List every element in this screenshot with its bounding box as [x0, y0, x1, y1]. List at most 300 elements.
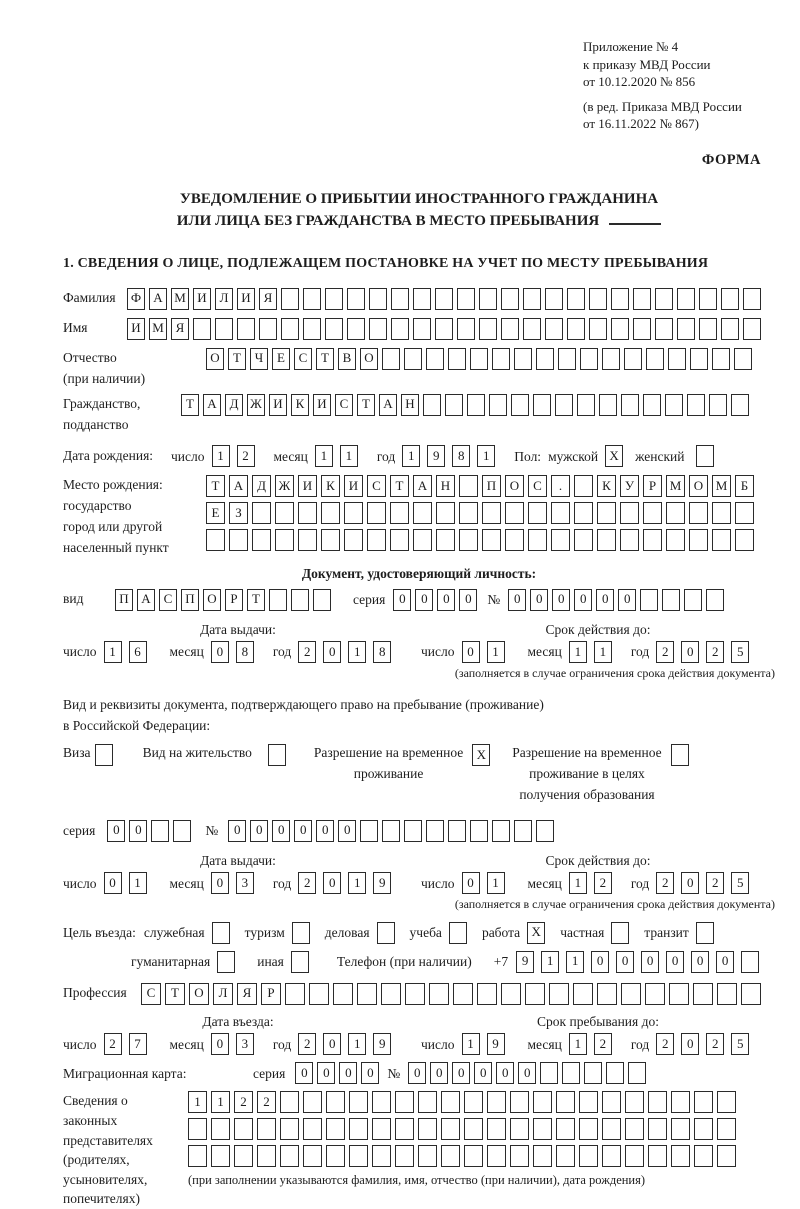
char-box[interactable] — [669, 983, 689, 1005]
char-box[interactable]: 1 — [211, 1091, 230, 1113]
char-box[interactable]: 0 — [437, 589, 455, 611]
char-box[interactable]: Я — [259, 288, 277, 310]
char-box[interactable] — [382, 348, 400, 370]
char-box[interactable]: 2 — [298, 1033, 316, 1055]
char-box[interactable]: 2 — [298, 641, 316, 663]
char-box[interactable] — [689, 502, 708, 524]
char-box[interactable] — [413, 318, 431, 340]
char-box[interactable] — [665, 394, 683, 416]
char-box[interactable] — [333, 983, 353, 1005]
char-box[interactable]: 1 — [487, 641, 505, 663]
char-box[interactable]: А — [413, 475, 432, 497]
char-box[interactable]: Д — [252, 475, 271, 497]
char-box[interactable] — [668, 348, 686, 370]
char-box[interactable]: И — [313, 394, 331, 416]
char-box[interactable]: М — [149, 318, 167, 340]
char-box[interactable] — [625, 1118, 644, 1140]
char-box[interactable] — [482, 502, 501, 524]
char-box[interactable] — [193, 318, 211, 340]
char-box[interactable]: 0 — [272, 820, 290, 842]
char-box[interactable]: Р — [225, 589, 243, 611]
char-box[interactable] — [298, 502, 317, 524]
char-box[interactable] — [372, 1118, 391, 1140]
char-box[interactable]: 0 — [459, 589, 477, 611]
char-box[interactable] — [717, 1091, 736, 1113]
char-box[interactable]: 2 — [104, 1033, 122, 1055]
char-box[interactable] — [459, 475, 478, 497]
char-box[interactable]: И — [269, 394, 287, 416]
char-box[interactable] — [597, 502, 616, 524]
char-box[interactable] — [435, 318, 453, 340]
char-box[interactable]: Т — [165, 983, 185, 1005]
char-box[interactable] — [326, 1091, 345, 1113]
char-box[interactable] — [285, 983, 305, 1005]
char-box[interactable] — [429, 983, 449, 1005]
char-box[interactable] — [404, 820, 422, 842]
char-box[interactable]: 0 — [393, 589, 411, 611]
char-box[interactable] — [602, 1118, 621, 1140]
char-box[interactable] — [426, 820, 444, 842]
char-box[interactable]: Ж — [275, 475, 294, 497]
char-box[interactable] — [188, 1118, 207, 1140]
char-box[interactable] — [611, 288, 629, 310]
char-box[interactable] — [510, 1145, 529, 1167]
char-box[interactable] — [558, 348, 576, 370]
char-box[interactable]: Е — [206, 502, 225, 524]
char-box[interactable] — [257, 1118, 276, 1140]
char-box[interactable] — [577, 394, 595, 416]
char-box[interactable]: 2 — [656, 872, 674, 894]
char-box[interactable] — [677, 288, 695, 310]
char-box[interactable]: 0 — [618, 589, 636, 611]
char-box[interactable]: 0 — [508, 589, 526, 611]
char-box[interactable] — [633, 318, 651, 340]
char-box[interactable]: 1 — [188, 1091, 207, 1113]
char-box[interactable] — [313, 589, 331, 611]
char-box[interactable] — [344, 529, 363, 551]
char-box[interactable]: К — [291, 394, 309, 416]
char-box[interactable]: А — [203, 394, 221, 416]
char-box[interactable] — [505, 529, 524, 551]
char-box[interactable] — [325, 318, 343, 340]
char-box[interactable] — [501, 318, 519, 340]
char-box[interactable] — [372, 1145, 391, 1167]
char-box[interactable] — [694, 1118, 713, 1140]
char-box[interactable] — [435, 288, 453, 310]
char-box[interactable] — [734, 348, 752, 370]
char-box[interactable]: 0 — [129, 820, 147, 842]
char-box[interactable] — [237, 318, 255, 340]
char-box[interactable]: 0 — [574, 589, 592, 611]
char-box[interactable]: С — [528, 475, 547, 497]
char-box[interactable]: 6 — [129, 641, 147, 663]
char-box[interactable] — [597, 983, 617, 1005]
char-box[interactable]: 1 — [340, 445, 358, 467]
char-box[interactable]: 0 — [317, 1062, 335, 1084]
char-box[interactable] — [602, 1091, 621, 1113]
char-box[interactable]: 1 — [569, 872, 587, 894]
char-box[interactable] — [528, 529, 547, 551]
char-box[interactable] — [689, 529, 708, 551]
char-box[interactable]: 0 — [518, 1062, 536, 1084]
char-box[interactable] — [510, 1091, 529, 1113]
char-box[interactable] — [510, 1118, 529, 1140]
char-box[interactable] — [662, 589, 680, 611]
char-box[interactable] — [464, 1091, 483, 1113]
char-box[interactable]: 0 — [361, 1062, 379, 1084]
char-box[interactable]: Т — [390, 475, 409, 497]
char-box[interactable] — [562, 1062, 580, 1084]
char-box[interactable] — [479, 318, 497, 340]
char-box[interactable]: 9 — [427, 445, 445, 467]
char-box[interactable]: О — [689, 475, 708, 497]
char-box[interactable]: 1 — [348, 1033, 366, 1055]
char-box[interactable] — [377, 922, 395, 944]
char-box[interactable] — [584, 1062, 602, 1084]
char-box[interactable]: 0 — [616, 951, 634, 973]
char-box[interactable] — [579, 1091, 598, 1113]
char-box[interactable] — [448, 348, 466, 370]
char-box[interactable]: Л — [213, 983, 233, 1005]
char-box[interactable] — [280, 1145, 299, 1167]
char-box[interactable]: 0 — [323, 1033, 341, 1055]
char-box[interactable]: О — [203, 589, 221, 611]
char-box[interactable] — [694, 1091, 713, 1113]
char-box[interactable]: Д — [225, 394, 243, 416]
char-box[interactable]: Т — [206, 475, 225, 497]
char-box[interactable] — [347, 318, 365, 340]
char-box[interactable] — [648, 1118, 667, 1140]
char-box[interactable] — [234, 1145, 253, 1167]
char-box[interactable] — [151, 820, 169, 842]
char-box[interactable]: 0 — [552, 589, 570, 611]
char-box[interactable]: И — [298, 475, 317, 497]
char-box[interactable] — [602, 348, 620, 370]
char-box[interactable]: М — [171, 288, 189, 310]
char-box[interactable] — [464, 1118, 483, 1140]
char-box[interactable]: 0 — [452, 1062, 470, 1084]
char-box[interactable] — [252, 502, 271, 524]
char-box[interactable]: О — [505, 475, 524, 497]
char-box[interactable] — [492, 820, 510, 842]
char-box[interactable] — [268, 744, 286, 766]
char-box[interactable] — [449, 922, 467, 944]
char-box[interactable] — [418, 1145, 437, 1167]
char-box[interactable]: 1 — [212, 445, 230, 467]
char-box[interactable] — [589, 288, 607, 310]
char-box[interactable]: Т — [247, 589, 265, 611]
char-box[interactable]: П — [115, 589, 133, 611]
char-box[interactable] — [712, 348, 730, 370]
char-box[interactable] — [646, 348, 664, 370]
char-box[interactable] — [731, 394, 749, 416]
char-box[interactable] — [349, 1145, 368, 1167]
char-box[interactable]: 9 — [373, 872, 391, 894]
char-box[interactable] — [545, 288, 563, 310]
char-box[interactable] — [489, 394, 507, 416]
char-box[interactable]: 0 — [530, 589, 548, 611]
char-box[interactable]: Ж — [247, 394, 265, 416]
char-box[interactable] — [326, 1118, 345, 1140]
char-box[interactable] — [511, 394, 529, 416]
char-box[interactable]: П — [181, 589, 199, 611]
char-box[interactable]: Б — [735, 475, 754, 497]
char-box[interactable] — [298, 529, 317, 551]
char-box[interactable]: 0 — [294, 820, 312, 842]
char-box[interactable] — [381, 983, 401, 1005]
char-box[interactable] — [525, 983, 545, 1005]
char-box[interactable] — [696, 445, 714, 467]
char-box[interactable] — [717, 1118, 736, 1140]
char-box[interactable] — [423, 394, 441, 416]
char-box[interactable] — [418, 1118, 437, 1140]
char-box[interactable] — [281, 288, 299, 310]
char-box[interactable] — [735, 529, 754, 551]
char-box[interactable] — [655, 318, 673, 340]
char-box[interactable] — [579, 1118, 598, 1140]
char-box[interactable]: Т — [181, 394, 199, 416]
char-box[interactable]: 0 — [316, 820, 334, 842]
char-box[interactable] — [721, 318, 739, 340]
char-box[interactable]: 9 — [516, 951, 534, 973]
char-box[interactable]: X — [605, 445, 623, 467]
char-box[interactable]: 7 — [129, 1033, 147, 1055]
char-box[interactable]: С — [294, 348, 312, 370]
char-box[interactable] — [344, 502, 363, 524]
char-box[interactable] — [671, 1118, 690, 1140]
char-box[interactable] — [648, 1091, 667, 1113]
char-box[interactable] — [445, 394, 463, 416]
char-box[interactable] — [599, 394, 617, 416]
char-box[interactable] — [234, 1118, 253, 1140]
char-box[interactable] — [479, 288, 497, 310]
char-box[interactable]: 1 — [569, 641, 587, 663]
char-box[interactable] — [556, 1145, 575, 1167]
char-box[interactable] — [628, 1062, 646, 1084]
char-box[interactable] — [321, 502, 340, 524]
char-box[interactable]: Ч — [250, 348, 268, 370]
char-box[interactable]: М — [712, 475, 731, 497]
char-box[interactable]: 9 — [373, 1033, 391, 1055]
char-box[interactable] — [211, 1118, 230, 1140]
char-box[interactable]: А — [379, 394, 397, 416]
char-box[interactable] — [404, 348, 422, 370]
char-box[interactable] — [505, 502, 524, 524]
char-box[interactable] — [395, 1091, 414, 1113]
char-box[interactable]: 2 — [656, 641, 674, 663]
char-box[interactable]: И — [237, 288, 255, 310]
char-box[interactable] — [696, 922, 714, 944]
char-box[interactable]: 0 — [462, 872, 480, 894]
char-box[interactable] — [625, 1091, 644, 1113]
char-box[interactable]: 8 — [236, 641, 254, 663]
char-box[interactable] — [699, 288, 717, 310]
char-box[interactable] — [436, 502, 455, 524]
char-box[interactable] — [556, 1091, 575, 1113]
char-box[interactable] — [741, 951, 759, 973]
char-box[interactable] — [655, 288, 673, 310]
char-box[interactable] — [347, 288, 365, 310]
char-box[interactable] — [624, 348, 642, 370]
char-box[interactable] — [390, 502, 409, 524]
char-box[interactable]: А — [229, 475, 248, 497]
char-box[interactable] — [441, 1145, 460, 1167]
char-box[interactable] — [501, 288, 519, 310]
char-box[interactable] — [391, 318, 409, 340]
char-box[interactable]: 1 — [129, 872, 147, 894]
char-box[interactable] — [303, 1118, 322, 1140]
char-box[interactable]: С — [335, 394, 353, 416]
char-box[interactable] — [395, 1145, 414, 1167]
char-box[interactable] — [464, 1145, 483, 1167]
char-box[interactable]: В — [338, 348, 356, 370]
char-box[interactable]: Т — [316, 348, 334, 370]
char-box[interactable] — [625, 1145, 644, 1167]
char-box[interactable] — [357, 983, 377, 1005]
char-box[interactable] — [699, 318, 717, 340]
char-box[interactable] — [567, 288, 585, 310]
char-box[interactable] — [441, 1118, 460, 1140]
char-box[interactable]: 1 — [315, 445, 333, 467]
char-box[interactable]: . — [551, 475, 570, 497]
char-box[interactable]: А — [149, 288, 167, 310]
char-box[interactable] — [555, 394, 573, 416]
char-box[interactable]: 0 — [211, 1033, 229, 1055]
char-box[interactable] — [589, 318, 607, 340]
char-box[interactable] — [573, 983, 593, 1005]
char-box[interactable] — [741, 983, 761, 1005]
char-box[interactable]: О — [360, 348, 378, 370]
char-box[interactable]: 0 — [408, 1062, 426, 1084]
char-box[interactable] — [643, 529, 662, 551]
char-box[interactable]: З — [229, 502, 248, 524]
char-box[interactable] — [743, 288, 761, 310]
char-box[interactable] — [545, 318, 563, 340]
char-box[interactable] — [459, 502, 478, 524]
char-box[interactable] — [743, 318, 761, 340]
char-box[interactable]: 1 — [477, 445, 495, 467]
char-box[interactable] — [95, 744, 113, 766]
char-box[interactable]: 0 — [250, 820, 268, 842]
char-box[interactable]: 0 — [462, 641, 480, 663]
char-box[interactable] — [467, 394, 485, 416]
char-box[interactable] — [671, 1091, 690, 1113]
char-box[interactable]: С — [159, 589, 177, 611]
char-box[interactable] — [709, 394, 727, 416]
char-box[interactable] — [173, 820, 191, 842]
char-box[interactable] — [206, 529, 225, 551]
char-box[interactable] — [633, 288, 651, 310]
char-box[interactable] — [501, 983, 521, 1005]
char-box[interactable]: Я — [237, 983, 257, 1005]
char-box[interactable] — [671, 1145, 690, 1167]
char-box[interactable]: 0 — [323, 872, 341, 894]
char-box[interactable] — [551, 529, 570, 551]
char-box[interactable]: 1 — [462, 1033, 480, 1055]
char-box[interactable]: 8 — [452, 445, 470, 467]
char-box[interactable] — [303, 1145, 322, 1167]
char-box[interactable]: 1 — [487, 872, 505, 894]
char-box[interactable]: Ф — [127, 288, 145, 310]
char-box[interactable]: 0 — [716, 951, 734, 973]
char-box[interactable] — [574, 529, 593, 551]
char-box[interactable]: 0 — [666, 951, 684, 973]
char-box[interactable]: 1 — [569, 1033, 587, 1055]
char-box[interactable]: 5 — [731, 872, 749, 894]
char-box[interactable] — [671, 744, 689, 766]
char-box[interactable]: О — [189, 983, 209, 1005]
char-box[interactable] — [606, 1062, 624, 1084]
char-box[interactable]: 0 — [338, 820, 356, 842]
char-box[interactable]: О — [206, 348, 224, 370]
char-box[interactable] — [252, 529, 271, 551]
char-box[interactable] — [597, 529, 616, 551]
char-box[interactable] — [514, 348, 532, 370]
char-box[interactable]: 2 — [706, 641, 724, 663]
char-box[interactable] — [303, 288, 321, 310]
char-box[interactable]: 1 — [104, 641, 122, 663]
char-box[interactable] — [487, 1091, 506, 1113]
char-box[interactable]: 0 — [691, 951, 709, 973]
char-box[interactable]: 0 — [104, 872, 122, 894]
char-box[interactable] — [643, 502, 662, 524]
char-box[interactable] — [574, 502, 593, 524]
char-box[interactable] — [735, 502, 754, 524]
char-box[interactable]: 0 — [641, 951, 659, 973]
char-box[interactable] — [257, 1145, 276, 1167]
char-box[interactable]: 0 — [339, 1062, 357, 1084]
char-box[interactable]: 0 — [228, 820, 246, 842]
char-box[interactable]: 2 — [656, 1033, 674, 1055]
char-box[interactable]: Н — [436, 475, 455, 497]
char-box[interactable] — [457, 318, 475, 340]
char-box[interactable] — [367, 529, 386, 551]
char-box[interactable] — [693, 983, 713, 1005]
char-box[interactable] — [482, 529, 501, 551]
char-box[interactable] — [360, 820, 378, 842]
char-box[interactable] — [536, 348, 554, 370]
char-box[interactable]: 1 — [594, 641, 612, 663]
char-box[interactable] — [188, 1145, 207, 1167]
char-box[interactable] — [321, 529, 340, 551]
char-box[interactable] — [684, 589, 702, 611]
char-box[interactable] — [309, 983, 329, 1005]
char-box[interactable] — [712, 502, 731, 524]
char-box[interactable]: 0 — [591, 951, 609, 973]
char-box[interactable] — [620, 502, 639, 524]
char-box[interactable]: 2 — [234, 1091, 253, 1113]
char-box[interactable] — [303, 1091, 322, 1113]
char-box[interactable] — [217, 951, 235, 973]
char-box[interactable]: X — [472, 744, 490, 766]
char-box[interactable] — [549, 983, 569, 1005]
char-box[interactable]: 0 — [430, 1062, 448, 1084]
char-box[interactable]: 0 — [474, 1062, 492, 1084]
char-box[interactable] — [326, 1145, 345, 1167]
char-box[interactable] — [666, 529, 685, 551]
char-box[interactable]: 3 — [236, 1033, 254, 1055]
char-box[interactable]: 2 — [706, 1033, 724, 1055]
char-box[interactable] — [528, 502, 547, 524]
char-box[interactable] — [640, 589, 658, 611]
char-box[interactable] — [533, 1091, 552, 1113]
char-box[interactable] — [648, 1145, 667, 1167]
char-box[interactable] — [369, 318, 387, 340]
char-box[interactable] — [470, 820, 488, 842]
char-box[interactable]: 0 — [295, 1062, 313, 1084]
char-box[interactable]: 2 — [257, 1091, 276, 1113]
char-box[interactable]: Т — [357, 394, 375, 416]
